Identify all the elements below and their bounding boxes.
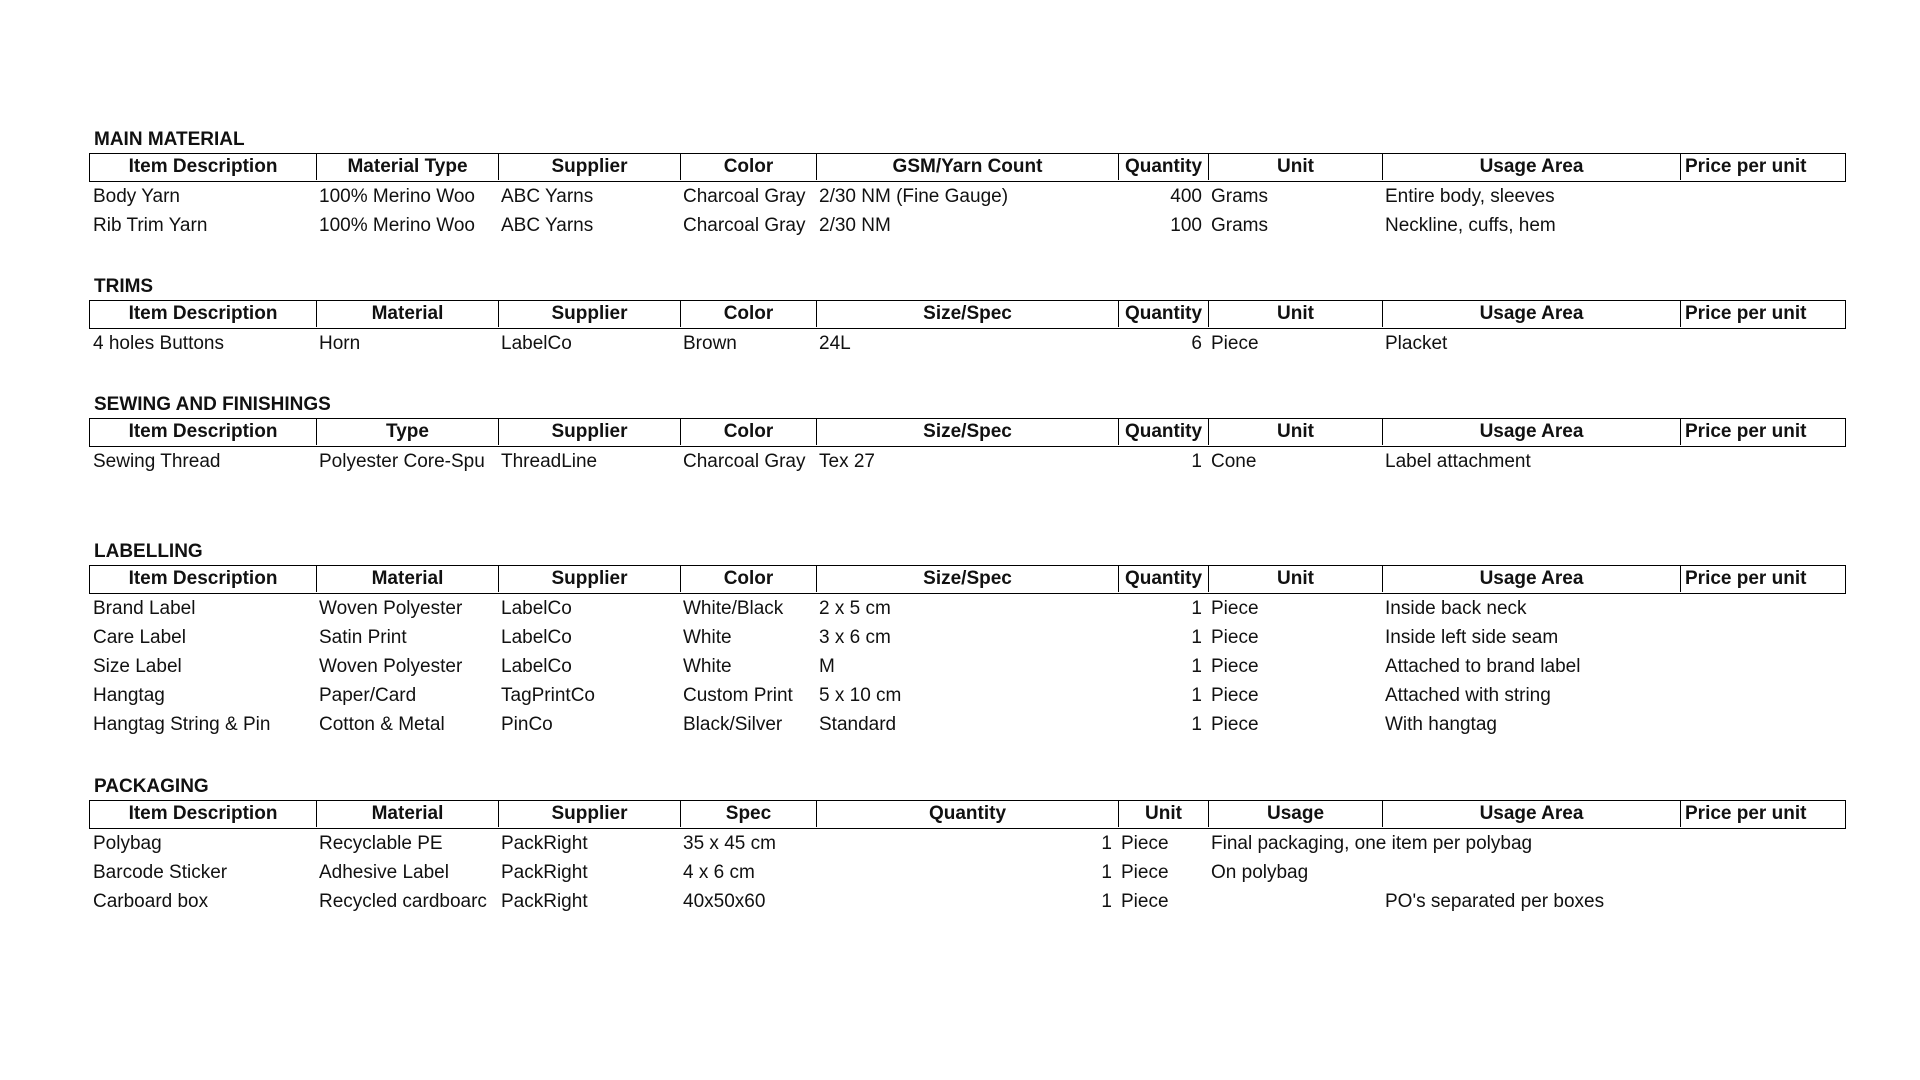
cell-supplier[interactable]: LabelCo (501, 333, 572, 354)
column-header-quantity: Quantity (1118, 419, 1208, 445)
column-header-quantity: Quantity (1118, 301, 1208, 327)
cell-spec[interactable]: 40x50x60 (683, 891, 766, 912)
cell-quantity[interactable]: 1 (1101, 833, 1112, 854)
cell-usage[interactable] (1207, 887, 1381, 916)
column-header-unit: Unit (1208, 566, 1382, 592)
table-row (89, 887, 1846, 916)
cell-material[interactable]: Cotton & Metal (319, 714, 445, 735)
cell-price-per-unit[interactable] (1679, 623, 1846, 652)
cell-price-per-unit[interactable] (1679, 211, 1846, 240)
cell-gsm-yarn-count[interactable]: 2/30 NM (819, 215, 891, 236)
cell-spec[interactable]: 35 x 45 cm (683, 833, 776, 854)
cell-price-per-unit[interactable] (1679, 329, 1846, 358)
cell-price-per-unit[interactable] (1679, 710, 1846, 739)
cell-material[interactable]: Woven Polyester (319, 598, 463, 619)
cell-supplier[interactable]: TagPrintCo (501, 685, 595, 706)
cell-supplier[interactable]: PackRight (501, 833, 588, 854)
cell-quantity[interactable]: 400 (1170, 186, 1202, 207)
cell-usage-area[interactable]: Label attachment (1385, 451, 1531, 472)
column-header-color: Color (680, 301, 816, 327)
cell-unit[interactable]: Piece (1211, 714, 1259, 735)
cell-size-spec[interactable]: 2 x 5 cm (819, 598, 891, 619)
cell-usage[interactable]: On polybag (1211, 862, 1309, 883)
cell-color[interactable]: White (683, 627, 732, 648)
column-header-quantity: Quantity (1118, 566, 1208, 592)
header-row-trims (89, 300, 1846, 329)
cell-color[interactable]: White (683, 656, 732, 677)
cell-color[interactable]: Black/Silver (683, 714, 783, 735)
column-header-price-per-unit: Price per unit (1680, 801, 1847, 827)
cell-unit[interactable]: Grams (1211, 186, 1268, 207)
column-header-supplier: Supplier (498, 301, 680, 327)
cell-price-per-unit[interactable] (1679, 858, 1846, 887)
column-header-supplier: Supplier (498, 801, 680, 827)
section-title-labelling: LABELLING (94, 541, 203, 562)
table-row (89, 182, 1846, 211)
column-header-size-spec: Size/Spec (816, 301, 1118, 327)
cell-price-per-unit[interactable] (1679, 447, 1846, 476)
table-row (89, 623, 1846, 652)
cell-supplier[interactable]: ABC Yarns (501, 215, 594, 236)
cell-color[interactable]: Charcoal Gray (683, 186, 806, 207)
column-header-material-type: Material Type (316, 154, 498, 180)
cell-color[interactable]: White/Black (683, 598, 784, 619)
cell-quantity[interactable]: 1 (1191, 685, 1202, 706)
cell-supplier[interactable]: ThreadLine (501, 451, 598, 472)
column-header-supplier: Supplier (498, 419, 680, 445)
cell-supplier[interactable]: LabelCo (501, 598, 572, 619)
cell-size-spec[interactable]: 5 x 10 cm (819, 685, 902, 706)
cell-unit[interactable]: Piece (1211, 656, 1259, 677)
cell-quantity[interactable]: 1 (1191, 598, 1202, 619)
table-row (89, 211, 1846, 240)
cell-price-per-unit[interactable] (1679, 681, 1846, 710)
column-header-color: Color (680, 419, 816, 445)
cell-gsm-yarn-count[interactable]: 2/30 NM (Fine Gauge) (819, 186, 1009, 207)
column-header-usage-area: Usage Area (1382, 566, 1680, 592)
cell-color[interactable]: Charcoal Gray (683, 215, 806, 236)
cell-supplier[interactable]: PackRight (501, 891, 588, 912)
cell-price-per-unit[interactable] (1679, 887, 1846, 916)
cell-item-description[interactable]: Sewing Thread (93, 451, 221, 472)
cell-color[interactable]: Custom Print (683, 685, 793, 706)
cell-price-per-unit[interactable] (1679, 182, 1846, 211)
column-header-price-per-unit: Price per unit (1680, 301, 1847, 327)
column-header-price-per-unit: Price per unit (1680, 419, 1847, 445)
cell-usage-area[interactable]: Neckline, cuffs, hem (1385, 215, 1556, 236)
section-title-main-material: MAIN MATERIAL (94, 129, 245, 150)
cell-quantity[interactable]: 6 (1191, 333, 1202, 354)
cell-item-description[interactable]: Brand Label (93, 598, 196, 619)
cell-unit[interactable]: Piece (1211, 333, 1259, 354)
column-header-price-per-unit: Price per unit (1680, 154, 1847, 180)
cell-supplier[interactable]: PackRight (501, 862, 588, 883)
cell-item-description[interactable]: Hangtag (93, 685, 165, 706)
cell-item-description[interactable]: Carboard box (93, 891, 209, 912)
column-header-size-spec: Size/Spec (816, 419, 1118, 445)
cell-quantity[interactable]: 1 (1191, 451, 1202, 472)
cell-size-spec[interactable]: 3 x 6 cm (819, 627, 891, 648)
cell-unit[interactable]: Piece (1211, 598, 1259, 619)
table-row (89, 447, 1846, 476)
cell-quantity[interactable]: 100 (1170, 215, 1202, 236)
table-row (89, 710, 1846, 739)
cell-material-type[interactable]: 100% Merino Woo (319, 186, 475, 207)
header-row-labelling (89, 565, 1846, 594)
column-header-item-description: Item Description (128, 303, 278, 324)
cell-size-spec[interactable]: M (819, 656, 835, 677)
cell-material[interactable]: Adhesive Label (319, 862, 449, 883)
cell-usage-area[interactable]: Inside back neck (1385, 598, 1527, 619)
cell-item-description[interactable]: Barcode Sticker (93, 862, 228, 883)
cell-unit[interactable]: Grams (1211, 215, 1268, 236)
cell-usage-area[interactable]: Placket (1385, 333, 1448, 354)
cell-size-spec[interactable]: Standard (819, 714, 897, 735)
section-title-sewing-and-finishings: SEWING AND FINISHINGS (94, 394, 331, 415)
cell-unit[interactable]: Piece (1121, 862, 1169, 883)
cell-item-description[interactable]: 4 holes Buttons (93, 333, 224, 354)
cell-unit[interactable]: Cone (1211, 451, 1257, 472)
column-header-color: Color (680, 154, 816, 180)
column-header-supplier: Supplier (498, 566, 680, 592)
column-header-size-spec: Size/Spec (816, 566, 1118, 592)
cell-supplier[interactable]: LabelCo (501, 656, 572, 677)
column-header-type: Type (316, 419, 498, 445)
column-header-material: Material (316, 301, 498, 327)
column-header-unit: Unit (1208, 154, 1382, 180)
column-header-item-description: Item Description (128, 803, 278, 824)
table-row (89, 594, 1846, 623)
column-header-item-description: Item Description (128, 568, 278, 589)
cell-quantity[interactable]: 1 (1191, 627, 1202, 648)
cell-price-per-unit[interactable] (1679, 829, 1846, 858)
cell-unit[interactable]: Piece (1121, 891, 1169, 912)
cell-material[interactable]: Satin Print (319, 627, 407, 648)
column-header-color: Color (680, 566, 816, 592)
section-title-trims: TRIMS (94, 276, 154, 297)
cell-usage-area[interactable]: Attached with string (1385, 685, 1551, 706)
table-row (89, 829, 1846, 858)
cell-material[interactable]: Paper/Card (319, 685, 417, 706)
cell-item-description[interactable]: Body Yarn (93, 186, 180, 207)
table-row (89, 681, 1846, 710)
column-header-quantity: Quantity (1118, 154, 1208, 180)
header-row-main-material (89, 153, 1846, 182)
cell-material[interactable]: Recycled cardboarc (319, 891, 487, 912)
cell-supplier[interactable]: PinCo (501, 714, 553, 735)
cell-item-description[interactable]: Polybag (93, 833, 162, 854)
cell-quantity[interactable]: 1 (1101, 891, 1112, 912)
cell-item-description[interactable]: Hangtag String & Pin (93, 714, 271, 735)
header-row-packaging (89, 800, 1846, 829)
cell-color[interactable]: Brown (683, 333, 737, 354)
section-title-packaging: PACKAGING (94, 776, 209, 797)
column-header-usage: Usage (1208, 801, 1382, 827)
cell-type[interactable]: Polyester Core-Spu (319, 451, 485, 472)
column-header-unit: Unit (1208, 419, 1382, 445)
cell-material[interactable]: Woven Polyester (319, 656, 463, 677)
cell-unit[interactable]: Piece (1211, 627, 1259, 648)
cell-usage-area[interactable] (1381, 858, 1679, 887)
column-header-material: Material (316, 566, 498, 592)
column-header-usage-area: Usage Area (1382, 301, 1680, 327)
cell-material[interactable]: Recyclable PE (319, 833, 443, 854)
table-row (89, 329, 1846, 358)
cell-supplier[interactable]: LabelCo (501, 627, 572, 648)
cell-usage-area[interactable]: Entire body, sleeves (1385, 186, 1555, 207)
column-header-price-per-unit: Price per unit (1680, 566, 1847, 592)
cell-item-description[interactable]: Rib Trim Yarn (93, 215, 208, 236)
cell-quantity[interactable]: 1 (1191, 714, 1202, 735)
column-header-usage-area: Usage Area (1382, 801, 1680, 827)
cell-usage-area[interactable]: Attached to brand label (1385, 656, 1581, 677)
column-header-quantity: Quantity (816, 801, 1118, 827)
column-header-unit: Unit (1118, 801, 1208, 827)
cell-price-per-unit[interactable] (1679, 652, 1846, 681)
cell-material-type[interactable]: 100% Merino Woo (319, 215, 475, 236)
table-row (89, 652, 1846, 681)
column-header-spec: Spec (680, 801, 816, 827)
cell-quantity[interactable]: 1 (1101, 862, 1112, 883)
table-row (89, 858, 1846, 887)
column-header-supplier: Supplier (498, 154, 680, 180)
column-header-usage-area: Usage Area (1382, 154, 1680, 180)
cell-size-spec[interactable]: 24L (819, 333, 851, 354)
cell-quantity[interactable]: 1 (1191, 656, 1202, 677)
cell-unit[interactable]: Piece (1211, 685, 1259, 706)
cell-spec[interactable]: 4 x 6 cm (683, 862, 755, 883)
cell-color[interactable]: Charcoal Gray (683, 451, 806, 472)
cell-usage-area[interactable]: PO's separated per boxes (1385, 891, 1605, 912)
cell-item-description[interactable]: Size Label (93, 656, 182, 677)
cell-usage[interactable]: Final packaging, one item per polybag (1211, 833, 1533, 854)
column-header-unit: Unit (1208, 301, 1382, 327)
cell-supplier[interactable]: ABC Yarns (501, 186, 594, 207)
column-header-item-description: Item Description (128, 156, 278, 177)
cell-material[interactable]: Horn (319, 333, 361, 354)
column-header-item-description: Item Description (128, 421, 278, 442)
cell-usage-area[interactable]: Inside left side seam (1385, 627, 1559, 648)
column-header-gsm-yarn-count: GSM/Yarn Count (816, 154, 1118, 180)
cell-unit[interactable]: Piece (1121, 833, 1169, 854)
cell-item-description[interactable]: Care Label (93, 627, 186, 648)
cell-size-spec[interactable]: Tex 27 (819, 451, 875, 472)
column-header-usage-area: Usage Area (1382, 419, 1680, 445)
cell-usage-area[interactable] (1381, 829, 1679, 858)
cell-price-per-unit[interactable] (1679, 594, 1846, 623)
cell-usage-area[interactable]: With hangtag (1385, 714, 1497, 735)
header-row-sewing-and-finishings (89, 418, 1846, 447)
column-header-material: Material (316, 801, 498, 827)
